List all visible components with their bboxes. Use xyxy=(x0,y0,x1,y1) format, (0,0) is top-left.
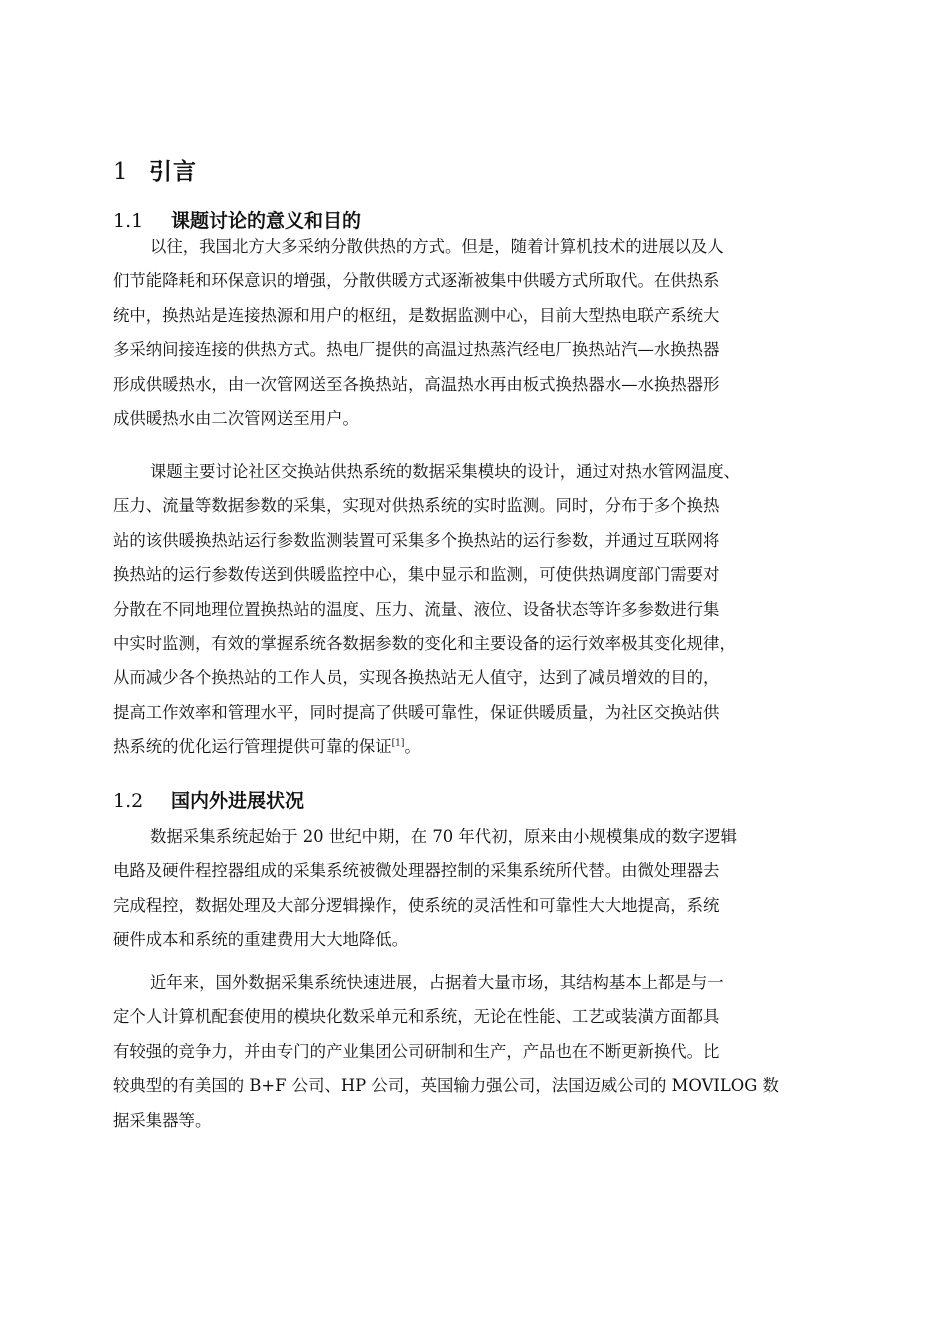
paragraph-line: 多采纳间接连接的供热方式。热电厂提供的高温过热蒸汽经电厂换热站汽—水换热器 xyxy=(113,340,720,360)
paragraph-line: 电路及硬件程控器组成的采集系统被微处理器控制的采集系统所代替。由微处理器去 xyxy=(113,861,720,881)
paragraph-line-text: 热系统的优化运行管理提供可靠的保证 xyxy=(113,737,392,757)
paragraph-line: 以往，我国北方大多采纳分散供热的方式。但是，随着计算机技术的进展以及人 xyxy=(150,237,724,256)
paragraph-line: 站的该供暖换热站运行参数监测装置可采集多个换热站的运行参数，并通过互联网将 xyxy=(113,530,720,550)
paragraph-line: 完成程控，数据处理及大部分逻辑操作，使系统的灵活性和可靠性大大地提高，系统 xyxy=(113,895,720,915)
citation-reference: [1] xyxy=(391,738,405,749)
paragraph-line: 较典型的有美国的 B+F 公司、HP 公司，英国输力强公司，法国迈威公司的 MOVILOG 数 xyxy=(113,1076,779,1096)
paragraph-line: 从而减少各个换热站的工作人员，实现各换热站无人值守，达到了减员增效的目的， xyxy=(113,668,720,688)
chapter-title: 引言 xyxy=(149,158,197,185)
paragraph-1-2-b xyxy=(113,966,858,1138)
paragraph-line: 课题主要讨论社区交换站供热系统的数据采集模块的设计，通过对热水管网温度、 xyxy=(150,462,741,481)
sentence-ending: 。 xyxy=(404,737,421,757)
paragraph-1-1-a xyxy=(113,230,858,436)
paragraph-line: 分散在不同地理位置换热站的温度、压力、流量、液位、设备状态等许多参数进行集 xyxy=(113,599,720,619)
paragraph-1-2-a xyxy=(113,820,858,958)
paragraph-line: 有较强的竞争力，并由专门的产业集团公司研制和生产，产品也在不断更新换代。比 xyxy=(113,1041,720,1061)
paragraph-line: 统中，换热站是连接热源和用户的枢纽，是数据监测中心，目前大型热电联产系统大 xyxy=(113,305,720,325)
paragraph-line: 换热站的运行参数传送到供暖监控中心，集中显示和监测，可使供热调度部门需要对 xyxy=(113,565,720,585)
paragraph-line: 压力、流量等数据参数的采集，实现对供热系统的实时监测。同时，分布于多个换热 xyxy=(113,496,720,516)
paragraph-line: 们节能降耗和环保意识的增强，分散供暖方式逐渐被集中供暖方式所取代。在供热系 xyxy=(113,271,720,291)
section-number: 1.2 xyxy=(113,790,144,812)
chapter-number: 1 xyxy=(113,159,129,185)
paragraph-line: 形成供暖热水，由一次管网送至各换热站，高温热水再由板式换热器水—水换热器形 xyxy=(113,374,720,394)
paragraph-line: 中实时监测，有效的掌握系统各数据参数的变化和主要设备的运行效率极其变化规律， xyxy=(113,633,736,653)
paragraph-1-1-b xyxy=(113,455,858,765)
paragraph-line: 数据采集系统起始于 20 世纪中期，在 70 年代初，原来由小规模集成的数字逻辑 xyxy=(150,827,738,846)
paragraph-line: 据采集器等。 xyxy=(113,1110,212,1130)
paragraph-line: 成供暖热水由二次管网送至用户。 xyxy=(113,408,359,428)
section-number: 1.1 xyxy=(113,210,144,232)
chapter-heading xyxy=(113,154,197,190)
section-title: 国内外进展状况 xyxy=(171,790,305,812)
section-title: 课题讨论的意义和目的 xyxy=(171,210,362,232)
paragraph-line-last xyxy=(113,730,858,764)
paragraph-line: 近年来，国外数据采集系统快速进展，占据着大量市场，其结构基本上都是与一 xyxy=(150,973,724,992)
section-heading-1-2 xyxy=(113,786,304,816)
paragraph-line: 提高工作效率和管理水平，同时提高了供暖可靠性，保证供暖质量，为社区交换站供 xyxy=(113,702,720,722)
paragraph-line: 定个人计算机配套使用的模块化数采单元和系统，无论在性能、工艺或装潢方面都具 xyxy=(113,1007,720,1027)
paragraph-line: 硬件成本和系统的重建费用大大地降低。 xyxy=(113,930,409,950)
